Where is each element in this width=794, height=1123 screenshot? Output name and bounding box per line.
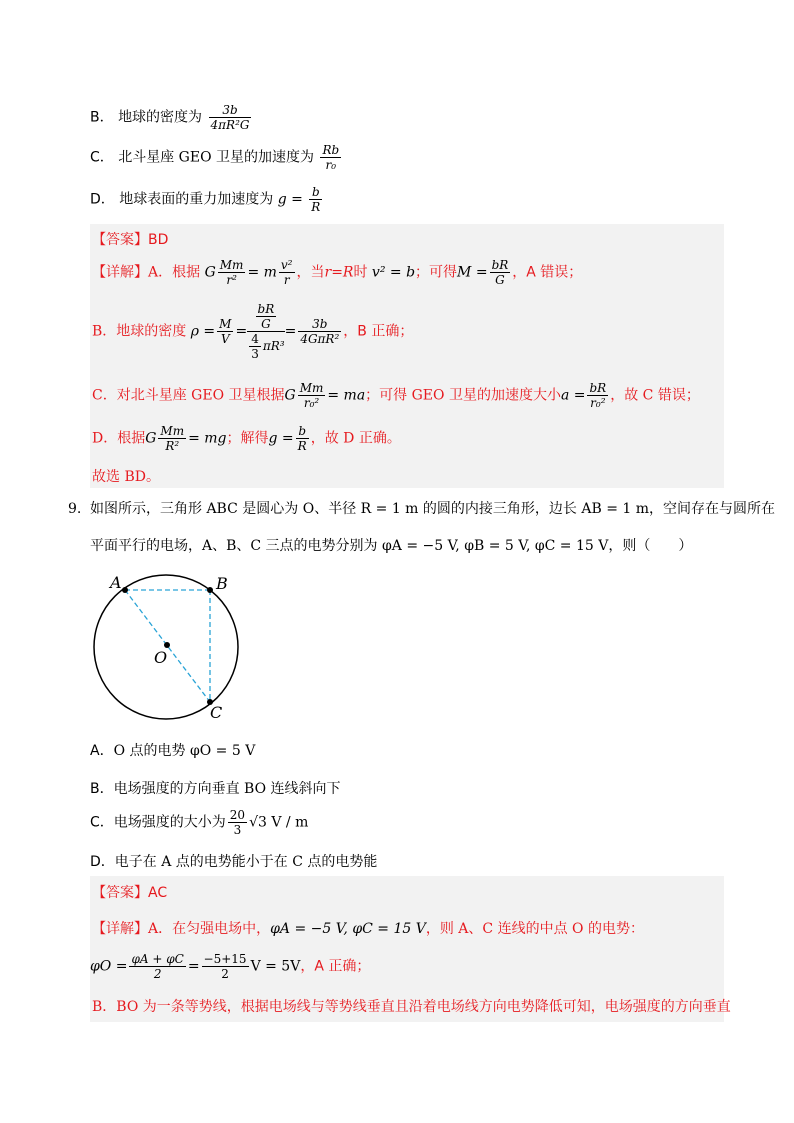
fraction-denominator: r²: [226, 273, 237, 287]
option-text: 电场强度的方向垂直 BO 连线斜向下: [113, 781, 341, 797]
fraction-numerator: v²: [280, 258, 293, 272]
fraction-denominator: R: [297, 439, 307, 453]
text: ，B 正确；: [343, 323, 414, 340]
answer-value: AC: [148, 885, 168, 901]
label-A: A: [110, 573, 122, 592]
fraction-sum-potentials: [129, 952, 185, 981]
text: 时: [353, 264, 368, 281]
text: D．根据: [92, 430, 146, 447]
label-O: O: [154, 648, 168, 667]
math-G: G: [204, 264, 216, 281]
question-9-line2: 平面平行的电场，A、B、C 三点的电势分别为 φA = −5 V, φB = 5 V, φC = 15 V，则（ ）: [90, 538, 693, 554]
fraction-numeric: [202, 952, 249, 981]
detail-label: 【详解】: [92, 264, 148, 281]
question-number: 9.: [68, 501, 82, 517]
circle-triangle-figure: [90, 572, 260, 732]
fraction-denominator: 3: [233, 823, 242, 837]
fraction-bR-r02: [587, 381, 608, 410]
option-B-prev: [90, 103, 253, 132]
detail-label: 【详解】: [92, 921, 148, 937]
detail-line-C: [92, 381, 700, 410]
answer-label: 【答案】: [92, 232, 148, 248]
option-text: 地球表面的重力加速度为: [119, 191, 274, 208]
fraction-denominator: r₀²: [303, 396, 320, 410]
point-A: [122, 587, 128, 593]
math-a: a =: [560, 387, 586, 404]
answer-label: 【答案】: [92, 885, 148, 901]
fraction-v2-r: [279, 258, 295, 287]
math-G: G: [284, 387, 296, 404]
math-g: g =: [268, 430, 294, 447]
fraction-numerator: bR: [589, 381, 607, 395]
fraction-Mm-r2: [218, 258, 246, 287]
math-lhs: g =: [277, 191, 303, 208]
text: A．根据: [148, 264, 201, 281]
option-D-prev: [90, 185, 324, 214]
fraction-4-3: [249, 332, 261, 361]
option-text: 北斗星座 GEO 卫星的加速度为: [118, 149, 315, 166]
fraction-numerator: φA + φC: [131, 952, 184, 966]
detail-line-A: [92, 258, 582, 287]
fraction-numerator: bR: [257, 302, 275, 316]
math-G: G: [145, 430, 157, 447]
fraction-numerator: −5+15: [203, 952, 247, 966]
math-M: M =: [457, 264, 488, 281]
text: ，故 D 正确。: [310, 430, 401, 447]
option-prefix: B．: [90, 781, 114, 797]
fraction-3b: [298, 317, 341, 346]
math-eq: = m: [247, 264, 277, 281]
fraction-Mm-R2: [158, 424, 186, 453]
fraction-denominator: R²: [165, 439, 180, 453]
option-prefix: C．: [90, 814, 114, 831]
fraction-numerator: 3b: [298, 317, 341, 332]
fraction-numerator: 3b: [209, 103, 252, 118]
fraction-numerator: Rb: [322, 143, 340, 157]
fraction-numerator: b: [296, 424, 309, 439]
fraction-denominator: 2: [153, 967, 162, 981]
math-phiO: φO =: [90, 958, 128, 975]
text: A．在匀强电场中，: [148, 921, 271, 937]
detail-line-D: [92, 424, 401, 453]
fraction-denominator: R: [311, 200, 321, 214]
detail-line-3-q9: B．BO 为一条等势线，根据电场线与等势线垂直且沿着电场线方向电势降低可知，电场强度的方向垂直: [92, 999, 731, 1015]
text: ；可得: [415, 264, 458, 281]
detail-line-1-q9: [92, 918, 644, 938]
math-cond: r=R: [324, 264, 354, 281]
math-eq: =: [284, 323, 297, 340]
option-prefix: D．: [90, 191, 115, 208]
math-rho: ρ =: [190, 323, 216, 340]
math-mg: = mg: [188, 430, 227, 447]
option-text: 地球的密度为: [118, 109, 203, 126]
fraction-numerator: M: [219, 317, 232, 331]
fraction-20-3: [228, 808, 247, 837]
math-tail: πR³: [262, 339, 285, 353]
fraction-denominator: r₀²: [590, 396, 606, 410]
option-text: 电子在 A 点的电势能小于在 C 点的电势能: [114, 854, 378, 870]
nested-top: [247, 302, 284, 332]
fraction-M-V: [217, 317, 233, 346]
answer-value: BD: [148, 232, 169, 248]
answer-line-q9: [92, 882, 167, 902]
math-eq: =: [235, 323, 248, 340]
q9-option-B: [90, 778, 341, 798]
nested-bottom: [247, 332, 284, 361]
question-text: 如图所示，三角形 ABC 是圆心为 O、半径 R = 1 m 的圆的内接三角形，边长 AB = 1 m，空间存在与圆所在: [90, 501, 776, 517]
label-B: B: [216, 574, 228, 593]
detail-line-2-q9: [90, 952, 370, 981]
text: ，则 A、C 连线的中点 O 的电势：: [425, 921, 644, 937]
option-prefix: A．: [90, 743, 114, 759]
fraction-Mm-r02: [298, 381, 326, 410]
option-tail: √3 V / m: [249, 814, 309, 831]
nested-fraction: [247, 302, 284, 361]
text: ；可得 GEO 卫星的加速度大小: [365, 387, 561, 404]
text: ，当: [296, 264, 325, 281]
detail-line-B: [92, 302, 413, 361]
text: ；解得: [226, 430, 269, 447]
fraction-denominator: 3: [251, 347, 259, 361]
fraction-numerator: b: [309, 185, 322, 200]
text: B．地球的密度: [92, 323, 187, 340]
fraction-denominator: V: [220, 332, 230, 346]
fraction-denominator: G: [495, 273, 505, 287]
answer-line-q8: [92, 229, 168, 249]
fraction-denominator: r₀: [325, 158, 337, 172]
option-prefix: D．: [90, 854, 115, 870]
fraction-denominator: 2: [221, 967, 229, 981]
fraction-numerator: Mm: [160, 424, 185, 438]
fraction-bR-G: [256, 302, 277, 331]
fraction-numerator: bR: [491, 258, 509, 272]
q9-option-A: [90, 740, 255, 760]
fraction-numerator: 4: [251, 332, 259, 346]
math-result: V = 5V: [250, 958, 301, 975]
point-B: [207, 587, 213, 593]
text: ，A 正确；: [300, 958, 371, 975]
fraction-denominator: 4πR²G: [210, 118, 250, 132]
label-C: C: [210, 703, 223, 722]
q9-option-D: [90, 851, 377, 871]
fraction-denominator: r: [283, 273, 290, 287]
conclusion-q8: 故选 BD。: [92, 469, 160, 485]
question-9-line1: [68, 498, 775, 518]
math-ma: = ma: [327, 387, 366, 404]
math-potentials: φA = −5 V, φC = 15 V: [270, 921, 426, 937]
acceleration-fraction: [320, 143, 341, 172]
fraction-b-R: [296, 424, 309, 453]
fraction-numerator: Mm: [219, 258, 244, 272]
text: ，故 C 错误；: [610, 387, 700, 404]
text: ，A 错误；: [512, 264, 583, 281]
option-prefix: C．: [90, 149, 114, 166]
fraction-denominator: 4GπR²: [300, 332, 340, 346]
fraction-numerator: Mm: [299, 381, 324, 395]
gravity-fraction: [309, 185, 322, 214]
option-prefix: B．: [90, 109, 114, 126]
fraction-denominator: G: [261, 317, 271, 331]
density-fraction: [209, 103, 252, 132]
option-text: O 点的电势 φO = 5 V: [113, 743, 256, 759]
math-v2b: v² = b: [371, 264, 416, 281]
option-C-prev: [90, 143, 343, 172]
fraction-numerator: 20: [229, 808, 246, 822]
math-eq: =: [187, 958, 200, 975]
text: C．对北斗星座 GEO 卫星根据: [92, 387, 285, 404]
q9-option-C: [90, 808, 308, 837]
option-text: 电场强度的大小为: [113, 814, 226, 831]
fraction-bR-G: [490, 258, 511, 287]
